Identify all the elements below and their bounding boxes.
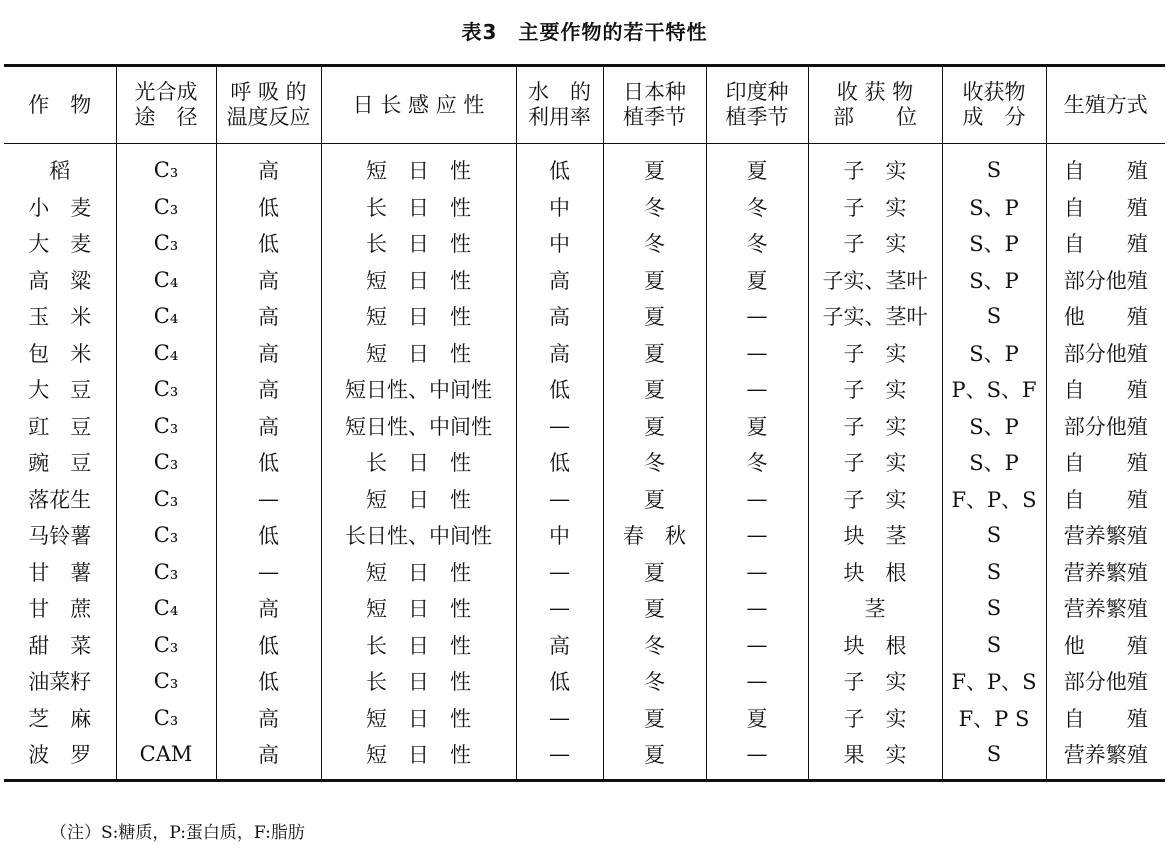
harvest-part-cell: 子实、茎叶: [808, 262, 942, 299]
respiration-response-cell: 高: [216, 590, 321, 627]
day-length-cell: 短 日 性: [321, 144, 516, 189]
photosynthesis-pathway-cell: C₃: [116, 408, 216, 445]
crop-name-cell: 玉 米: [4, 298, 116, 335]
india-season-cell: —: [706, 736, 808, 780]
harvest-part-cell: 子 实: [808, 663, 942, 700]
photosynthesis-pathway-cell: C₄: [116, 590, 216, 627]
harvest-composition-cell: S: [942, 554, 1046, 591]
water-use-cell: 低: [516, 444, 603, 481]
harvest-composition-cell: F、P、S: [942, 663, 1046, 700]
crop-name-cell: 豌 豆: [4, 444, 116, 481]
day-length-cell: 短 日 性: [321, 335, 516, 372]
table-row: [4, 408, 1165, 445]
respiration-response-cell: 低: [216, 225, 321, 262]
header-day-length-response: 日 长 感 应 性: [321, 66, 516, 144]
reproduction-mode-cell: 营养繁殖: [1063, 524, 1148, 549]
day-length-cell: 短日性、中间性: [321, 371, 516, 408]
crop-name-cell: 波 罗: [4, 736, 116, 780]
japan-season-cell: 冬: [603, 663, 706, 700]
crop-name-cell: 小 麦: [4, 189, 116, 226]
photosynthesis-pathway-cell: C₄: [116, 262, 216, 299]
photosynthesis-pathway-cell: C₃: [116, 627, 216, 664]
reproduction-mode-cell: 部分他殖: [1063, 341, 1148, 366]
photosynthesis-pathway-cell: C₃: [116, 144, 216, 189]
harvest-composition-cell: F、P、S: [942, 481, 1046, 518]
respiration-response-cell: 低: [216, 517, 321, 554]
japan-season-cell: 冬: [603, 627, 706, 664]
japan-season-cell: 夏: [603, 335, 706, 372]
water-use-cell: —: [516, 554, 603, 591]
table-row: [4, 262, 1165, 299]
harvest-part-cell: 子 实: [808, 144, 942, 189]
india-season-cell: —: [706, 663, 808, 700]
header-harvest-part: 收 获 物 部 位: [808, 66, 942, 144]
harvest-composition-cell: S、P: [942, 189, 1046, 226]
reproduction-mode-cell: 营养繁殖: [1063, 597, 1148, 622]
japan-season-cell: 夏: [603, 554, 706, 591]
photosynthesis-pathway-cell: C₄: [116, 335, 216, 372]
japan-season-cell: 夏: [603, 371, 706, 408]
table-row: [4, 371, 1165, 408]
day-length-cell: 长 日 性: [321, 189, 516, 226]
india-season-cell: —: [706, 554, 808, 591]
respiration-response-cell: 高: [216, 298, 321, 335]
day-length-cell: 长 日 性: [321, 444, 516, 481]
day-length-cell: 短 日 性: [321, 298, 516, 335]
crop-name-cell: 稻: [4, 144, 116, 189]
india-season-cell: —: [706, 627, 808, 664]
photosynthesis-pathway-cell: C₃: [116, 663, 216, 700]
water-use-cell: 中: [516, 517, 603, 554]
water-use-cell: 低: [516, 371, 603, 408]
table-row: [4, 736, 1165, 780]
japan-season-cell: 夏: [603, 481, 706, 518]
harvest-part-cell: 子 实: [808, 481, 942, 518]
photosynthesis-pathway-cell: C₃: [116, 700, 216, 737]
japan-season-cell: 夏: [603, 700, 706, 737]
water-use-cell: —: [516, 408, 603, 445]
water-use-cell: —: [516, 590, 603, 627]
table-title: 表3 主要作物的若干特性: [461, 20, 708, 44]
respiration-response-cell: 低: [216, 663, 321, 700]
reproduction-mode-cell: 营养繁殖: [1063, 560, 1148, 585]
india-season-cell: 冬: [706, 444, 808, 481]
header-respiration-temperature-response: 呼 吸 的 温度反应: [216, 66, 321, 144]
crop-name-cell: 高 粱: [4, 262, 116, 299]
table-row: [4, 700, 1165, 737]
japan-season-cell: 夏: [603, 262, 706, 299]
respiration-response-cell: 高: [216, 371, 321, 408]
table-body: [4, 144, 1165, 781]
day-length-cell: 短 日 性: [321, 700, 516, 737]
day-length-cell: 短日性、中间性: [321, 408, 516, 445]
japan-season-cell: 冬: [603, 444, 706, 481]
table-row: [4, 335, 1165, 372]
photosynthesis-pathway-cell: C₃: [116, 517, 216, 554]
day-length-cell: 长 日 性: [321, 663, 516, 700]
japan-season-cell: 夏: [603, 298, 706, 335]
table-row: [4, 444, 1165, 481]
table-row: [4, 225, 1165, 262]
day-length-cell: 短 日 性: [321, 481, 516, 518]
day-length-cell: 长 日 性: [321, 225, 516, 262]
respiration-response-cell: 低: [216, 627, 321, 664]
header-crop: 作 物: [4, 66, 116, 144]
india-season-cell: 冬: [706, 225, 808, 262]
table-row: [4, 590, 1165, 627]
reproduction-mode-cell: 部分他殖: [1063, 268, 1148, 293]
harvest-composition-cell: S、P: [942, 335, 1046, 372]
header-harvest-composition: 收获物 成 分: [942, 66, 1046, 144]
respiration-response-cell: 低: [216, 189, 321, 226]
day-length-cell: 短 日 性: [321, 736, 516, 780]
water-use-cell: 低: [516, 144, 603, 189]
water-use-cell: 中: [516, 225, 603, 262]
day-length-cell: 长日性、中间性: [321, 517, 516, 554]
reproduction-mode-cell: 他 殖: [1063, 305, 1148, 330]
harvest-composition-cell: S: [942, 517, 1046, 554]
respiration-response-cell: 高: [216, 262, 321, 299]
table-row: [4, 554, 1165, 591]
harvest-part-cell: 子 实: [808, 189, 942, 226]
reproduction-mode-cell: 部分他殖: [1063, 670, 1148, 695]
water-use-cell: 中: [516, 189, 603, 226]
harvest-composition-cell: S、P: [942, 408, 1046, 445]
photosynthesis-pathway-cell: C₃: [116, 554, 216, 591]
harvest-part-cell: 茎: [808, 590, 942, 627]
respiration-response-cell: 高: [216, 700, 321, 737]
photosynthesis-pathway-cell: C₃: [116, 189, 216, 226]
water-use-cell: 高: [516, 262, 603, 299]
japan-season-cell: 夏: [603, 408, 706, 445]
harvest-composition-cell: S、P: [942, 225, 1046, 262]
day-length-cell: 短 日 性: [321, 262, 516, 299]
table-row: [4, 189, 1165, 226]
harvest-part-cell: 子 实: [808, 700, 942, 737]
respiration-response-cell: 高: [216, 736, 321, 780]
table-row: [4, 517, 1165, 554]
reproduction-mode-cell: 他 殖: [1063, 633, 1148, 658]
reproduction-mode-cell: 自 殖: [1063, 378, 1148, 403]
crop-name-cell: 大 麦: [4, 225, 116, 262]
reproduction-mode-cell: 自 殖: [1063, 487, 1148, 512]
harvest-part-cell: 子 实: [808, 444, 942, 481]
day-length-cell: 长 日 性: [321, 627, 516, 664]
crop-name-cell: 落花生: [4, 481, 116, 518]
crop-name-cell: 豇 豆: [4, 408, 116, 445]
respiration-response-cell: 高: [216, 144, 321, 189]
harvest-composition-cell: S: [942, 627, 1046, 664]
header-water-use-efficiency: 水 的 利用率: [516, 66, 603, 144]
harvest-composition-cell: S: [942, 590, 1046, 627]
header-reproduction-mode: 生殖方式: [1046, 66, 1165, 144]
india-season-cell: —: [706, 298, 808, 335]
india-season-cell: —: [706, 481, 808, 518]
harvest-composition-cell: S、P: [942, 262, 1046, 299]
reproduction-mode-cell: 自 殖: [1063, 159, 1148, 184]
photosynthesis-pathway-cell: CAM: [116, 736, 216, 780]
harvest-part-cell: 子 实: [808, 408, 942, 445]
reproduction-mode-cell: 营养繁殖: [1063, 743, 1148, 768]
header-photosynthesis-pathway: 光合成 途 径: [116, 66, 216, 144]
harvest-part-cell: 块 根: [808, 627, 942, 664]
crop-name-cell: 甘 薯: [4, 554, 116, 591]
japan-season-cell: 夏: [603, 144, 706, 189]
water-use-cell: —: [516, 736, 603, 780]
japan-season-cell: 夏: [603, 736, 706, 780]
harvest-composition-cell: S: [942, 298, 1046, 335]
harvest-part-cell: 子实、茎叶: [808, 298, 942, 335]
footnote: （注）S:糖质，P:蛋白质，F:脂肪: [50, 823, 305, 843]
harvest-part-cell: 块 茎: [808, 517, 942, 554]
respiration-response-cell: 低: [216, 444, 321, 481]
day-length-cell: 短 日 性: [321, 590, 516, 627]
harvest-part-cell: 子 实: [808, 335, 942, 372]
respiration-response-cell: —: [216, 481, 321, 518]
day-length-cell: 短 日 性: [321, 554, 516, 591]
reproduction-mode-cell: 自 殖: [1063, 195, 1148, 220]
japan-season-cell: 冬: [603, 189, 706, 226]
water-use-cell: 高: [516, 627, 603, 664]
india-season-cell: 夏: [706, 144, 808, 189]
water-use-cell: 低: [516, 663, 603, 700]
water-use-cell: —: [516, 700, 603, 737]
harvest-composition-cell: P、S、F: [942, 371, 1046, 408]
crop-name-cell: 油菜籽: [4, 663, 116, 700]
harvest-composition-cell: S: [942, 736, 1046, 780]
harvest-part-cell: 块 根: [808, 554, 942, 591]
photosynthesis-pathway-cell: C₃: [116, 481, 216, 518]
crop-name-cell: 马铃薯: [4, 517, 116, 554]
crop-name-cell: 芝 麻: [4, 700, 116, 737]
crop-name-cell: 大 豆: [4, 371, 116, 408]
reproduction-mode-cell: 自 殖: [1063, 232, 1148, 257]
table-row: [4, 481, 1165, 518]
respiration-response-cell: 高: [216, 408, 321, 445]
india-season-cell: —: [706, 371, 808, 408]
india-season-cell: 夏: [706, 408, 808, 445]
header-india-planting-season: 印度种 植季节: [706, 66, 808, 144]
india-season-cell: 夏: [706, 700, 808, 737]
harvest-composition-cell: S: [942, 144, 1046, 189]
water-use-cell: —: [516, 481, 603, 518]
harvest-composition-cell: S、P: [942, 444, 1046, 481]
india-season-cell: 夏: [706, 262, 808, 299]
crop-name-cell: 甘 蔗: [4, 590, 116, 627]
respiration-response-cell: —: [216, 554, 321, 591]
table-row: [4, 144, 1165, 189]
respiration-response-cell: 高: [216, 335, 321, 372]
water-use-cell: 高: [516, 335, 603, 372]
harvest-composition-cell: F、P S: [942, 700, 1046, 737]
water-use-cell: 高: [516, 298, 603, 335]
harvest-part-cell: 果 实: [808, 736, 942, 780]
header-japan-planting-season: 日本种 植季节: [603, 66, 706, 144]
india-season-cell: —: [706, 590, 808, 627]
crop-name-cell: 包 米: [4, 335, 116, 372]
photosynthesis-pathway-cell: C₃: [116, 225, 216, 262]
reproduction-mode-cell: 自 殖: [1063, 451, 1148, 476]
india-season-cell: —: [706, 517, 808, 554]
crop-characteristics-table: [4, 64, 1165, 782]
photosynthesis-pathway-cell: C₄: [116, 298, 216, 335]
reproduction-mode-cell: 自 殖: [1063, 706, 1148, 731]
table-row: [4, 298, 1165, 335]
japan-season-cell: 春 秋: [603, 517, 706, 554]
harvest-part-cell: 子 实: [808, 371, 942, 408]
photosynthesis-pathway-cell: C₃: [116, 371, 216, 408]
table-header-row: [4, 66, 1165, 144]
crop-name-cell: 甜 菜: [4, 627, 116, 664]
reproduction-mode-cell: 部分他殖: [1063, 414, 1148, 439]
japan-season-cell: 冬: [603, 225, 706, 262]
photosynthesis-pathway-cell: C₃: [116, 444, 216, 481]
india-season-cell: 冬: [706, 189, 808, 226]
harvest-part-cell: 子 实: [808, 225, 942, 262]
table-row: [4, 663, 1165, 700]
japan-season-cell: 夏: [603, 590, 706, 627]
india-season-cell: —: [706, 335, 808, 372]
table-row: [4, 627, 1165, 664]
